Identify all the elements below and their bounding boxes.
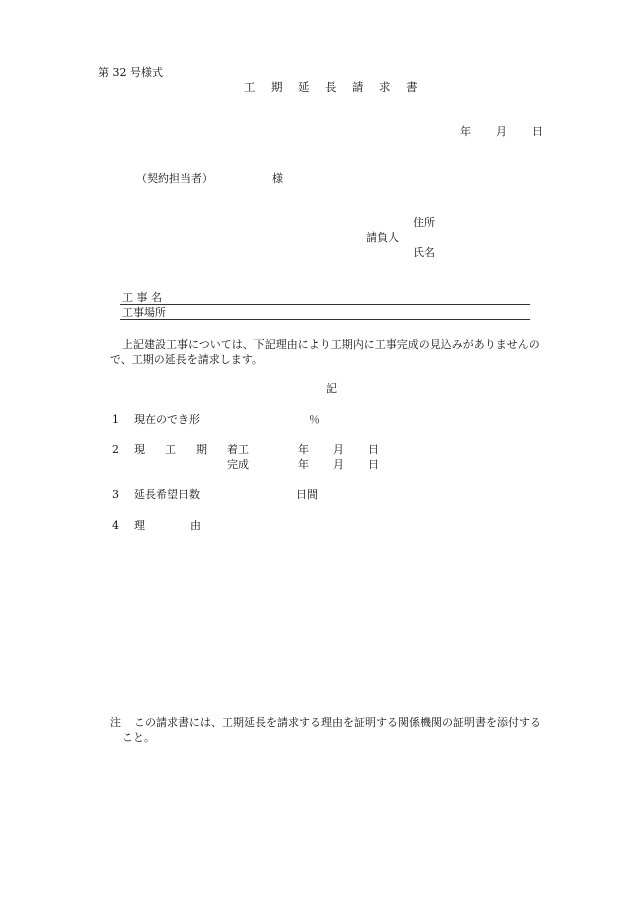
start-month: 月 [333, 443, 344, 456]
project-site-label: 工事場所 [122, 306, 166, 319]
item-label-char: 工 [165, 443, 176, 456]
item-number: 4 [112, 519, 119, 532]
item-number: 2 [112, 443, 119, 456]
ki-heading: 記 [326, 382, 337, 395]
item-label: 現在のでき形 [134, 413, 200, 426]
start-day: 日 [368, 443, 379, 456]
address-label: 住所 [413, 216, 435, 229]
title-char: 長 [325, 80, 337, 94]
item-label-char: 理 [134, 519, 145, 532]
item-number: 1 [112, 413, 119, 426]
date-year: 年 [460, 125, 471, 138]
body-line: 上記建設工事については、下記理由により工期内に工事完成の見込みがありませんの [122, 338, 540, 351]
project-site-underline [120, 319, 530, 320]
item-label-char: 現 [134, 443, 145, 456]
date-month: 月 [496, 125, 507, 138]
contractor-role: 請負人 [366, 231, 399, 244]
project-name-underline [120, 304, 530, 305]
end-label: 完成 [227, 458, 249, 471]
end-month: 月 [333, 458, 344, 471]
item-label-char: 期 [196, 443, 207, 456]
start-label: 着工 [227, 443, 249, 456]
addressee-role: （契約担当者） [136, 172, 213, 185]
note-line: こと。 [122, 731, 155, 744]
title-char: 請 [352, 80, 364, 94]
project-name-label: 工 事 名 [122, 291, 162, 304]
addressee-honorific: 様 [272, 172, 283, 185]
end-day: 日 [368, 458, 379, 471]
title-char: 期 [271, 80, 283, 94]
title-char: 求 [379, 80, 391, 94]
name-label: 氏名 [413, 246, 435, 259]
title-char: 延 [298, 80, 310, 94]
note-mark: 注 [110, 716, 121, 729]
start-year: 年 [298, 443, 309, 456]
form-number: 第 32 号様式 [98, 66, 163, 79]
note-line: この請求書には、工期延長を請求する理由を証明する関係機関の証明書を添付する [134, 716, 541, 729]
item-label: 延長希望日数 [134, 488, 200, 501]
item-label-char: 由 [190, 519, 201, 532]
title-char: 工 [244, 80, 256, 94]
item-number: 3 [112, 488, 119, 501]
days-unit: 日間 [296, 488, 318, 501]
title-char: 書 [406, 80, 418, 94]
body-line: で、工期の延長を請求します。 [110, 353, 263, 366]
date-day: 日 [532, 125, 543, 138]
end-year: 年 [298, 458, 309, 471]
percent-unit: ％ [309, 413, 320, 426]
